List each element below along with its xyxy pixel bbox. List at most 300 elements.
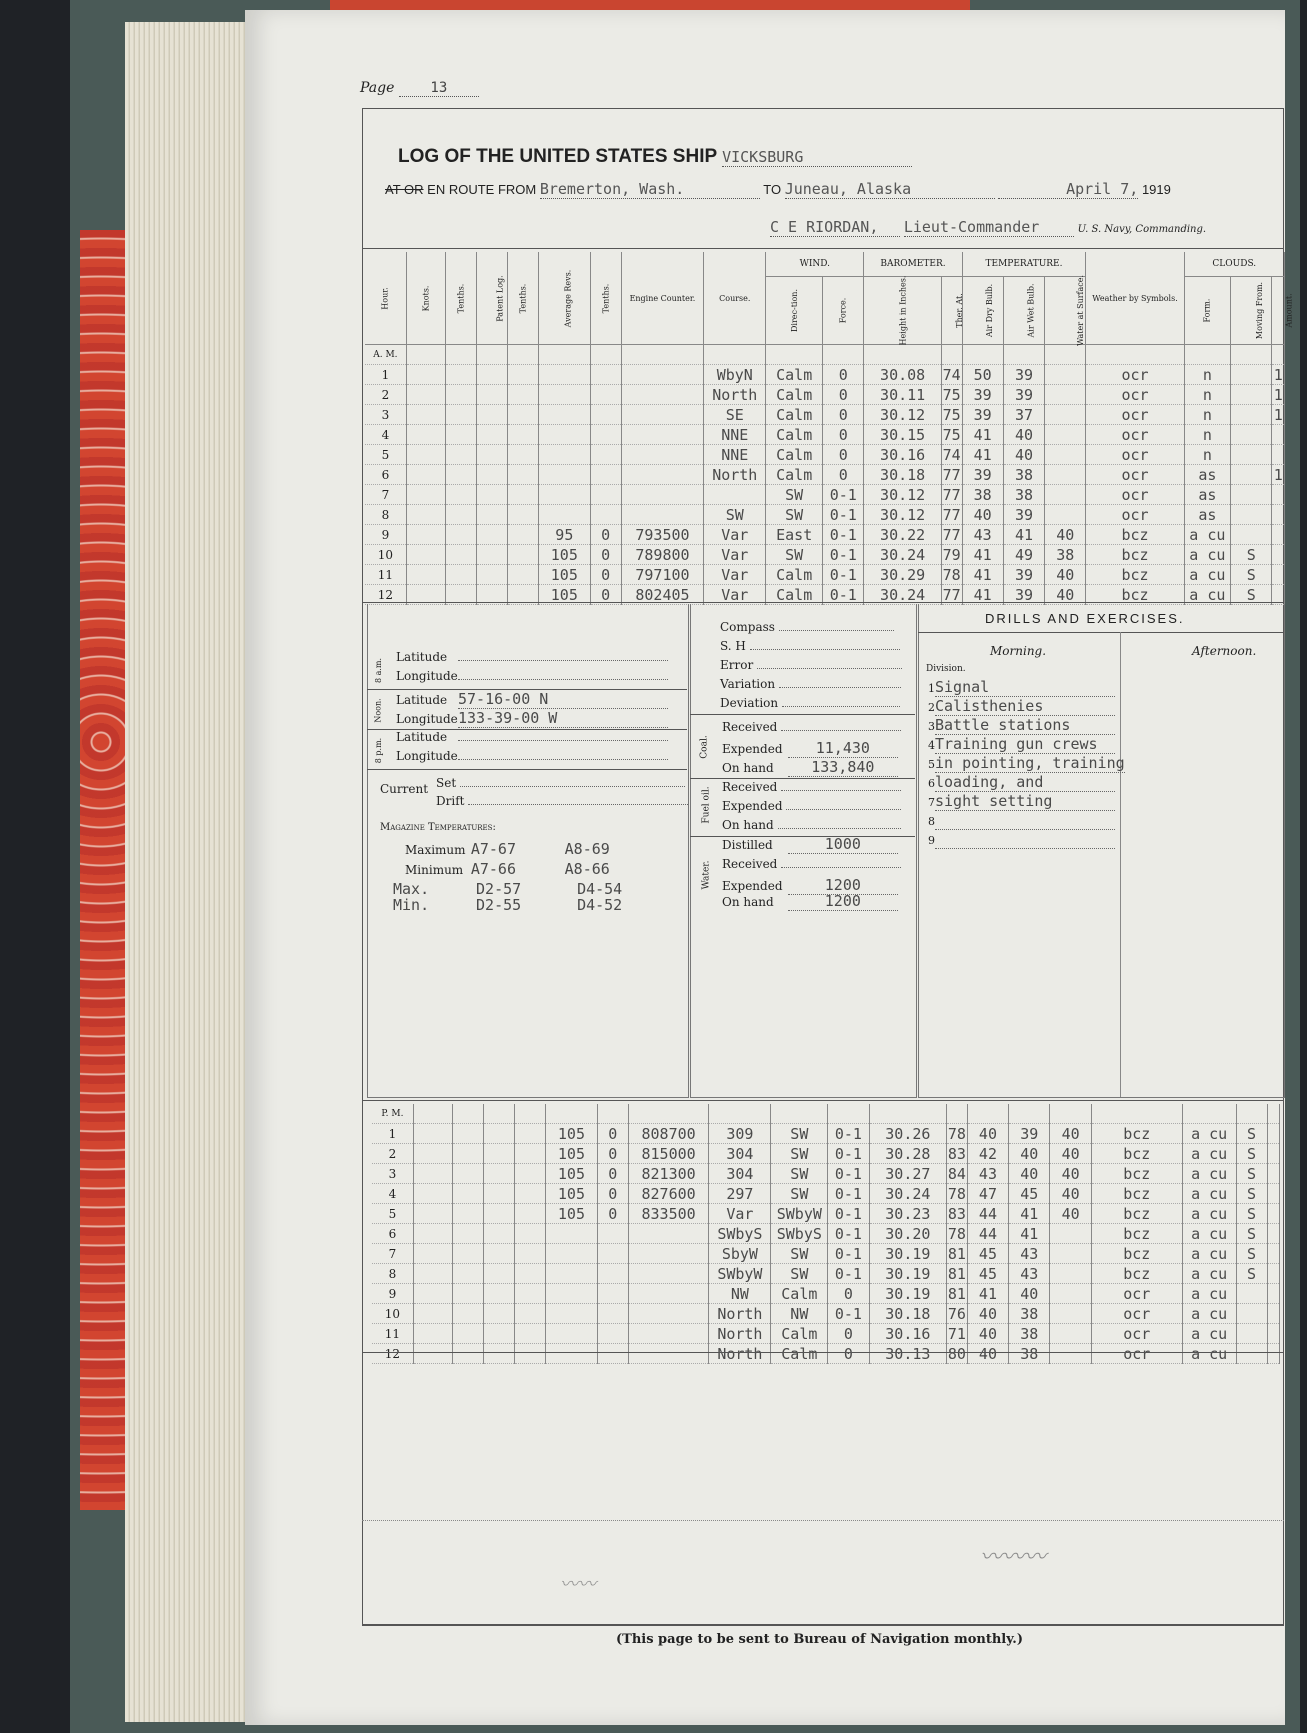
am-hour-cell: 9: [365, 525, 406, 545]
am-ther-cell: 77: [942, 525, 961, 544]
pm-t-cell: [597, 1284, 628, 1304]
am-engine-cell: 797100: [621, 565, 704, 585]
coal-group: Coal.: [699, 735, 710, 759]
pm-dry-cell: 44: [967, 1224, 1008, 1244]
am-wet-cell: 41: [1003, 525, 1044, 545]
pm-hour-cell: 8: [372, 1264, 413, 1284]
coal-onhand-row: [722, 758, 898, 777]
drill-text: [935, 830, 1115, 849]
pm-ther-cell: 78: [947, 1124, 966, 1143]
am-weather-cell: bcz: [1086, 525, 1184, 545]
am-engine-cell: 789800: [621, 545, 704, 565]
pm-hour-cell: 7: [372, 1244, 413, 1264]
am-empty-cell: [406, 485, 445, 505]
latitude-label: Latitude: [396, 650, 448, 664]
drill-number: 8: [928, 815, 935, 828]
pm-force-cell: 0-1: [828, 1244, 869, 1264]
coal-expended-label: Expended: [722, 742, 783, 756]
pm-t-cell: [597, 1264, 628, 1284]
am-engine-cell: [621, 385, 704, 405]
pm-t-cell: 0: [597, 1204, 628, 1224]
am-hour-cell: 4: [365, 425, 406, 445]
pm-empty-cell: [453, 1124, 484, 1144]
am-empty-cell: [446, 545, 477, 565]
pm-log-table: [372, 1104, 1280, 1364]
pm-dry-cell: 41: [967, 1284, 1008, 1304]
am-empty-cell: [446, 425, 477, 445]
pm-hour-cell: 3: [372, 1164, 413, 1184]
am-course-cell: NNE: [704, 425, 766, 445]
pm-bar-cell: 30.23: [869, 1204, 947, 1224]
am-empty-cell: [446, 525, 477, 545]
am-empty-cell: [406, 445, 445, 465]
pm-course-cell: 304: [709, 1164, 771, 1184]
am-ther-cell: 75: [942, 425, 961, 444]
pm-empty-cell: [413, 1344, 452, 1364]
drill-item: [928, 792, 1115, 811]
am-moving-cell: S: [1231, 585, 1272, 605]
am-moving-cell: [1231, 485, 1272, 505]
pm-force-cell: 0-1: [828, 1144, 869, 1164]
magazine-min-a: A7-66: [470, 860, 516, 878]
magazine-min2-row: [393, 896, 622, 914]
am-moving-cell: [1231, 405, 1272, 425]
longitude-value: 133-39-00 W: [458, 709, 668, 728]
pm-force-cell: 0-1: [828, 1124, 869, 1144]
am-engine-cell: [621, 425, 704, 445]
drill-text: [935, 811, 1115, 830]
route-line: [385, 180, 1171, 199]
drills-morning: Morning.: [990, 644, 1047, 658]
pm-course-cell: Var: [709, 1204, 771, 1224]
pm-ther-cell: 76: [947, 1304, 966, 1323]
am-dry-cell: 39: [962, 405, 1003, 425]
water-expended-label: Expended: [722, 879, 783, 893]
page-number-value: 13: [399, 80, 479, 97]
at-or-label: AT OR: [385, 182, 424, 197]
am-amount-cell: 1: [1273, 405, 1283, 424]
pm-ther-cell: 83: [947, 1144, 966, 1163]
pm-revs-cell: [546, 1244, 598, 1264]
am-dry-cell: 41: [962, 565, 1003, 585]
pm-revs-cell: 105: [546, 1204, 598, 1224]
longitude-label: Longitude: [396, 712, 458, 726]
am-empty-cell: [508, 505, 539, 525]
am-bar-cell: 30.12: [864, 485, 941, 505]
am-amount-cell: [1272, 445, 1285, 465]
am-water-cell: 40: [1045, 525, 1086, 545]
am-ther-cell: 77: [942, 465, 961, 484]
pm-dry-cell: 40: [967, 1124, 1008, 1144]
pm-empty-cell: [484, 1184, 515, 1204]
am-bottom-rule: [362, 602, 1284, 603]
drill-number: 7: [928, 796, 935, 809]
pm-dir-cell: Calm: [771, 1284, 828, 1304]
am-water-cell: [1045, 365, 1086, 385]
longitude-label: Longitude: [396, 669, 458, 683]
am-ther-cell: 74: [942, 445, 961, 464]
log-year: 1919: [1141, 182, 1171, 197]
pm-moving-cell: S: [1236, 1244, 1267, 1264]
am-dir-cell: East: [766, 525, 823, 545]
am-force-cell: 0: [823, 465, 864, 485]
pm-wet-cell: 41: [1009, 1204, 1050, 1224]
drills-col-divider: [1120, 632, 1121, 1097]
am-weather-cell: ocr: [1086, 465, 1184, 485]
pm-form-cell: a cu: [1182, 1304, 1236, 1324]
route-from: Bremerton, Wash.: [540, 180, 760, 199]
am-form-cell: as: [1184, 465, 1230, 485]
pm-moving-cell: S: [1236, 1224, 1267, 1244]
am-empty-cell: [477, 525, 508, 545]
pm-force-cell: 0: [828, 1324, 869, 1344]
pm-force-cell: 0: [828, 1284, 869, 1304]
commanding-suffix: U. S. Navy, Commanding.: [1077, 224, 1207, 235]
pm-empty-cell: [484, 1204, 515, 1224]
pm-form-cell: a cu: [1182, 1184, 1236, 1204]
pm-t-cell: 0: [597, 1124, 628, 1144]
am-t-cell: [590, 465, 621, 485]
am-dir-cell: SW: [766, 505, 823, 525]
pm-wet-cell: 40: [1009, 1284, 1050, 1304]
am-engine-cell: [621, 405, 704, 425]
am-empty-cell: [446, 365, 477, 385]
pm-empty-cell: [484, 1124, 515, 1144]
water-onhand-row: [722, 892, 898, 911]
am-hour-cell: 1: [365, 365, 406, 385]
am-form-cell: a cu: [1184, 545, 1230, 565]
pm-empty-cell: [453, 1164, 484, 1184]
pm-ther-cell: 78: [947, 1184, 966, 1203]
pm-engine-cell: 833500: [628, 1204, 709, 1224]
am-dir-cell: Calm: [766, 425, 823, 445]
pm-form-cell: a cu: [1182, 1204, 1236, 1224]
am-course-cell: Var: [704, 585, 766, 605]
pm-empty-cell: [515, 1324, 546, 1344]
am-revs-cell: 95: [539, 525, 591, 545]
am-water-cell: [1045, 385, 1086, 405]
am-dir-cell: Calm: [766, 385, 823, 405]
pm-hour-cell: 9: [372, 1284, 413, 1304]
magazine-max2-label: Max.: [393, 880, 430, 898]
am-dry-cell: 41: [962, 445, 1003, 465]
drills-title-rule: [918, 632, 1283, 633]
water-group: Water.: [701, 860, 712, 890]
am-bar-cell: 30.12: [864, 405, 941, 425]
am-engine-cell: [621, 365, 704, 385]
am-revs-cell: [539, 465, 591, 485]
am-ther-cell: 74: [942, 365, 961, 384]
am-amount-cell: [1272, 525, 1285, 545]
footer-note: (This page to be sent to Bureau of Navigation monthly.): [616, 1632, 1023, 1647]
navigator-signature: 〰〰: [560, 1574, 596, 1595]
pm-ther-cell: 81: [947, 1264, 966, 1283]
drills-division: Division.: [926, 664, 966, 674]
pm-dir-cell: SW: [771, 1184, 828, 1204]
pm-water-cell: [1050, 1284, 1091, 1304]
pm-empty-cell: [453, 1324, 484, 1344]
am-revs-cell: [539, 405, 591, 425]
am-row: [365, 525, 1285, 545]
pm-empty-cell: [1267, 1124, 1280, 1144]
commander-rank: Lieut-Commander: [904, 218, 1074, 237]
drill-item: [928, 811, 1115, 830]
am-weather-cell: ocr: [1086, 445, 1184, 465]
pm-row: [372, 1184, 1280, 1204]
drill-number: 1: [928, 682, 935, 695]
am-empty-cell: [446, 505, 477, 525]
am-t-cell: [590, 405, 621, 425]
magazine-max2-a: D2-57: [476, 880, 522, 898]
drill-number: 2: [928, 701, 935, 714]
am-empty-cell: [406, 505, 445, 525]
am-dir-cell: SW: [766, 545, 823, 565]
pm-course-cell: SbyW: [709, 1244, 771, 1264]
pm-empty-cell: [453, 1304, 484, 1324]
longitude-value: [458, 679, 668, 680]
drill-item: [928, 773, 1115, 792]
pm-empty-cell: [484, 1264, 515, 1284]
pm-empty-cell: [453, 1244, 484, 1264]
coal-onhand-value: 133,840: [788, 758, 898, 777]
am-dry-cell: 40: [962, 505, 1003, 525]
am-empty-cell: [508, 465, 539, 485]
am-weather-cell: ocr: [1086, 405, 1184, 425]
col-tenths-2: Tenths.: [508, 252, 539, 345]
pm-empty-cell: [413, 1224, 452, 1244]
pm-moving-cell: S: [1236, 1184, 1267, 1204]
pm-empty-cell: [453, 1284, 484, 1304]
am-wet-cell: 39: [1003, 365, 1044, 385]
pm-empty-cell: [484, 1324, 515, 1344]
am-dry-cell: 43: [962, 525, 1003, 545]
am-force-cell: 0-1: [823, 505, 864, 525]
pm-revs-cell: 105: [546, 1144, 598, 1164]
pm-force-cell: 0-1: [828, 1184, 869, 1204]
am-water-cell: [1045, 405, 1086, 425]
longitude-row: [396, 709, 668, 728]
drill-text: Signal: [935, 678, 1115, 697]
longitude-row: [396, 749, 668, 763]
pm-course-cell: SWbyW: [709, 1264, 771, 1284]
am-hour-cell: 7: [365, 485, 406, 505]
pm-empty-cell: [1267, 1304, 1280, 1324]
pm-row: [372, 1304, 1280, 1324]
pm-revs-cell: [546, 1264, 598, 1284]
am-wet-cell: 40: [1003, 445, 1044, 465]
am-row: [365, 405, 1285, 425]
am-empty-cell: [446, 465, 477, 485]
fuel-received-row: [722, 780, 901, 794]
sh-row: [720, 639, 900, 653]
current-label: Current: [380, 782, 429, 796]
am-empty-cell: [477, 505, 508, 525]
am-moving-cell: [1231, 505, 1272, 525]
pm-weather-cell: bcz: [1091, 1264, 1182, 1284]
am-empty-cell: [508, 545, 539, 565]
variation-label: Variation: [720, 677, 776, 691]
am-bar-cell: 30.22: [864, 525, 941, 545]
am-ther-cell: 75: [942, 385, 961, 404]
am-t-cell: 0: [590, 565, 621, 585]
col-knots: Knots.: [406, 252, 445, 345]
pm-t-cell: [597, 1304, 628, 1324]
pm-empty-cell: [1267, 1344, 1280, 1364]
pm-water-cell: [1050, 1304, 1091, 1324]
pm-empty-cell: [1267, 1164, 1280, 1184]
pm-moving-cell: [1236, 1324, 1267, 1344]
am-empty-cell: [477, 565, 508, 585]
col-tenths: Tenths.: [446, 252, 477, 345]
am-row: [365, 445, 1285, 465]
am-empty-cell: [446, 385, 477, 405]
pm-empty-cell: [1267, 1184, 1280, 1204]
am-wet-cell: 39: [1003, 565, 1044, 585]
pm-hour-cell: 2: [372, 1144, 413, 1164]
am-water-cell: [1045, 445, 1086, 465]
water-received-label: Received: [722, 857, 778, 871]
am-dry-cell: 39: [962, 465, 1003, 485]
frame-bottom: [362, 1624, 1284, 1625]
pm-engine-cell: [628, 1304, 709, 1324]
pm-empty-cell: [453, 1344, 484, 1364]
pm-engine-cell: [628, 1224, 709, 1244]
pm-dry-cell: 40: [967, 1344, 1008, 1364]
am-empty-cell: [406, 565, 445, 585]
pm-water-cell: [1050, 1344, 1091, 1364]
pm-ther-cell: 80: [947, 1344, 966, 1363]
drift-label: Drift: [436, 794, 465, 808]
page-edges: [125, 22, 245, 1722]
latitude-value: 57-16-00 N: [458, 690, 668, 709]
am-amount-cell: 1: [1273, 365, 1283, 384]
am-t-cell: [590, 505, 621, 525]
pm-row: [372, 1164, 1280, 1184]
am-revs-cell: [539, 385, 591, 405]
pm-force-cell: 0-1: [828, 1224, 869, 1244]
am-hour-cell: 3: [365, 405, 406, 425]
col-wind: WIND.: [766, 252, 864, 277]
pm-weather-cell: bcz: [1091, 1164, 1182, 1184]
pm-empty-cell: [515, 1264, 546, 1284]
compass-row: [720, 620, 894, 634]
pm-bar-cell: 30.27: [869, 1164, 947, 1184]
magazine-min-row: [405, 860, 610, 878]
pm-empty-cell: [484, 1344, 515, 1364]
pm-form-cell: a cu: [1182, 1284, 1236, 1304]
am-force-cell: 0-1: [823, 525, 864, 545]
pm-hour-cell: 4: [372, 1184, 413, 1204]
pm-weather-cell: ocr: [1091, 1344, 1182, 1364]
am-t-cell: [590, 425, 621, 445]
pm-revs-cell: 105: [546, 1184, 598, 1204]
pm-dir-cell: Calm: [771, 1344, 828, 1364]
position-group-label: Noon.: [373, 698, 383, 723]
am-hour-cell: 12: [365, 585, 406, 605]
drill-number: 6: [928, 777, 935, 790]
pm-row: [372, 1244, 1280, 1264]
pm-t-cell: 0: [597, 1184, 628, 1204]
pm-wet-cell: 45: [1009, 1184, 1050, 1204]
am-dir-cell: Calm: [766, 565, 823, 585]
coal-received-label: Received: [722, 720, 778, 734]
magazine-max-a: A7-67: [470, 840, 516, 858]
am-weather-cell: ocr: [1086, 425, 1184, 445]
am-form-cell: n: [1184, 425, 1230, 445]
pm-row: [372, 1344, 1280, 1364]
pm-bar-cell: 30.19: [869, 1264, 947, 1284]
drill-text: loading, and: [935, 773, 1115, 792]
log-title-text: LOG OF THE UNITED STATES SHIP: [398, 146, 717, 167]
am-empty-cell: [508, 405, 539, 425]
route-label: EN ROUTE FROM: [427, 182, 537, 197]
am-empty-cell: [477, 425, 508, 445]
pm-form-cell: a cu: [1182, 1324, 1236, 1344]
am-force-cell: 0-1: [823, 545, 864, 565]
pm-bar-cell: 30.18: [869, 1304, 947, 1324]
pm-t-cell: [597, 1344, 628, 1364]
pm-top-rule: [362, 1100, 1284, 1101]
pm-row: [372, 1264, 1280, 1284]
longitude-label: Longitude: [396, 749, 458, 763]
am-amount-cell: 1: [1273, 465, 1283, 484]
am-wet-cell: 38: [1003, 485, 1044, 505]
pm-wet-cell: 43: [1009, 1264, 1050, 1284]
pm-water-cell: 40: [1050, 1124, 1091, 1144]
pm-revs-cell: [546, 1344, 598, 1364]
variation-row: [720, 677, 901, 691]
pm-weather-cell: ocr: [1091, 1304, 1182, 1324]
position-divider: [367, 769, 687, 770]
am-weather-cell: ocr: [1086, 385, 1184, 405]
col-water-surface: Water at Surface.: [1045, 277, 1086, 345]
pm-t-cell: [597, 1324, 628, 1344]
marbled-edge-top: [330, 0, 970, 10]
pm-ther-cell: 71: [947, 1324, 966, 1343]
pm-empty-cell: [413, 1244, 452, 1264]
water-expended-value: 1200: [788, 876, 898, 895]
pm-form-cell: a cu: [1182, 1264, 1236, 1284]
pm-bar-cell: 30.28: [869, 1144, 947, 1164]
pm-water-cell: 40: [1050, 1144, 1091, 1164]
am-wet-cell: 37: [1003, 405, 1044, 425]
pm-empty-cell: [515, 1124, 546, 1144]
magazine-min2-a: D2-55: [476, 896, 522, 914]
drill-number: 9: [928, 834, 935, 847]
drill-item: [928, 678, 1115, 697]
am-revs-cell: [539, 365, 591, 385]
am-empty-cell: [406, 365, 445, 385]
am-revs-cell: [539, 425, 591, 445]
col-cloud-form: Form.: [1184, 277, 1230, 345]
col-cloud-amount: Amount.: [1272, 277, 1285, 345]
drill-item: [928, 830, 1115, 849]
am-force-cell: 0: [823, 405, 864, 425]
magazine-min-label: Minimum: [405, 863, 464, 877]
am-dir-cell: Calm: [766, 585, 823, 605]
am-water-cell: 40: [1045, 585, 1086, 605]
am-empty-cell: [477, 465, 508, 485]
pm-form-cell: a cu: [1182, 1144, 1236, 1164]
pm-empty-cell: [515, 1184, 546, 1204]
pm-empty-cell: [413, 1284, 452, 1304]
pm-row: [372, 1204, 1280, 1224]
am-course-cell: SW: [704, 505, 766, 525]
drills-title: DRILLS AND EXERCISES.: [985, 611, 1185, 626]
pm-moving-cell: [1236, 1284, 1267, 1304]
error-label: Error: [720, 658, 754, 672]
magazine-min-b: A8-66: [564, 860, 610, 878]
